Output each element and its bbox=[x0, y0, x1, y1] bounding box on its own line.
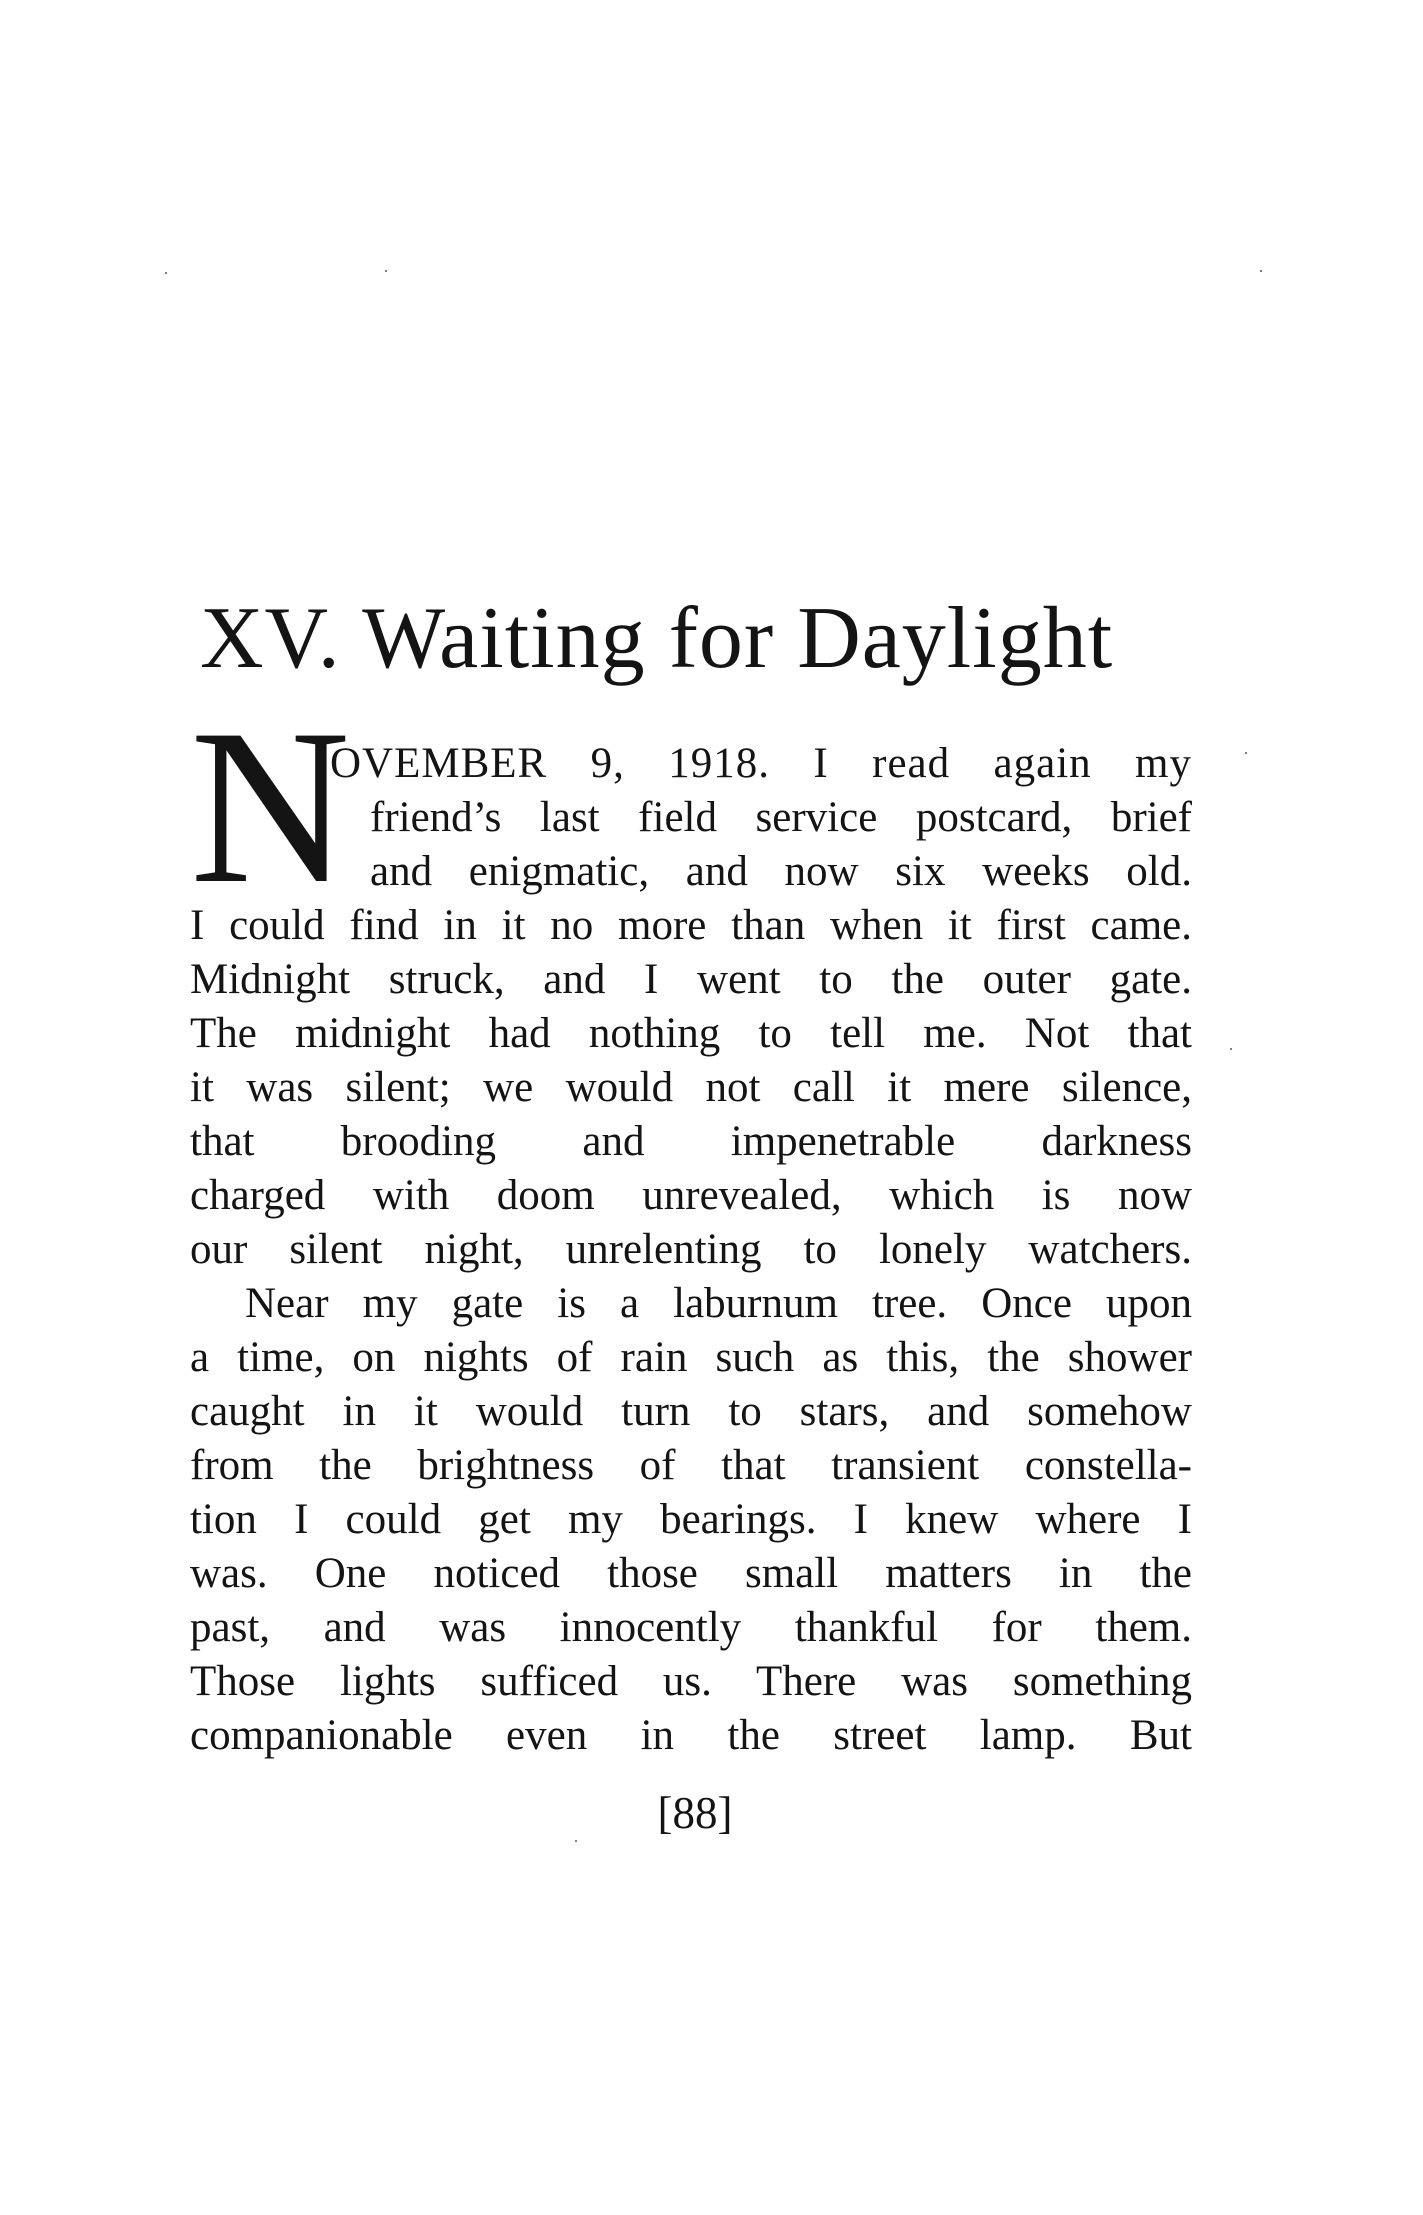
text-line-1: OVEMBER 9, 1918. I read again my bbox=[330, 740, 1192, 787]
text-line-17: past, and was innocently thankful for them. bbox=[190, 1604, 1192, 1651]
text-line-12: a time, on nights of rain such as this, the shower bbox=[190, 1334, 1192, 1381]
drop-cap: N bbox=[190, 684, 351, 930]
scan-speck bbox=[1260, 270, 1262, 272]
text-line-13: caught in it would turn to stars, and somehow bbox=[190, 1388, 1192, 1435]
text-line-16: was. One noticed those small matters in the bbox=[190, 1550, 1192, 1597]
scan-speck bbox=[575, 1840, 577, 1842]
text-line-4: I could find in it no more than when it first came. bbox=[190, 902, 1192, 949]
text-line-15: tion I could get my bearings. I knew where I bbox=[190, 1496, 1192, 1543]
text-line-18: Those lights sufficed us. There was something bbox=[190, 1658, 1192, 1705]
text-line-6: The midnight had nothing to tell me. Not that bbox=[190, 1010, 1192, 1057]
text-line-2: friend’s last field service postcard, brief bbox=[370, 794, 1192, 841]
text-line-3: and enigmatic, and now six weeks old. bbox=[370, 848, 1192, 895]
text-line-19: companionable even in the street lamp. But bbox=[190, 1712, 1192, 1759]
page-number: [88] bbox=[657, 1788, 733, 1838]
text-line-14: from the brightness of that transient constella- bbox=[190, 1442, 1192, 1489]
scan-speck bbox=[1230, 1048, 1232, 1050]
text-line-7: it was silent; we would not call it mere silence, bbox=[190, 1064, 1192, 1111]
scan-speck bbox=[1245, 752, 1247, 754]
text-line-11: Near my gate is a laburnum tree. Once upon bbox=[245, 1280, 1192, 1327]
text-line-5: Midnight struck, and I went to the outer gate. bbox=[190, 956, 1192, 1003]
text-line-8: that brooding and impenetrable darkness bbox=[190, 1118, 1192, 1165]
chapter-title: XV. Waiting for Daylight bbox=[200, 590, 1114, 687]
scan-speck bbox=[165, 272, 167, 274]
scan-speck bbox=[385, 270, 387, 272]
text-line-9: charged with doom unrevealed, which is now bbox=[190, 1172, 1192, 1219]
text-line-10: our silent night, unrelenting to lonely watchers. bbox=[190, 1226, 1192, 1273]
